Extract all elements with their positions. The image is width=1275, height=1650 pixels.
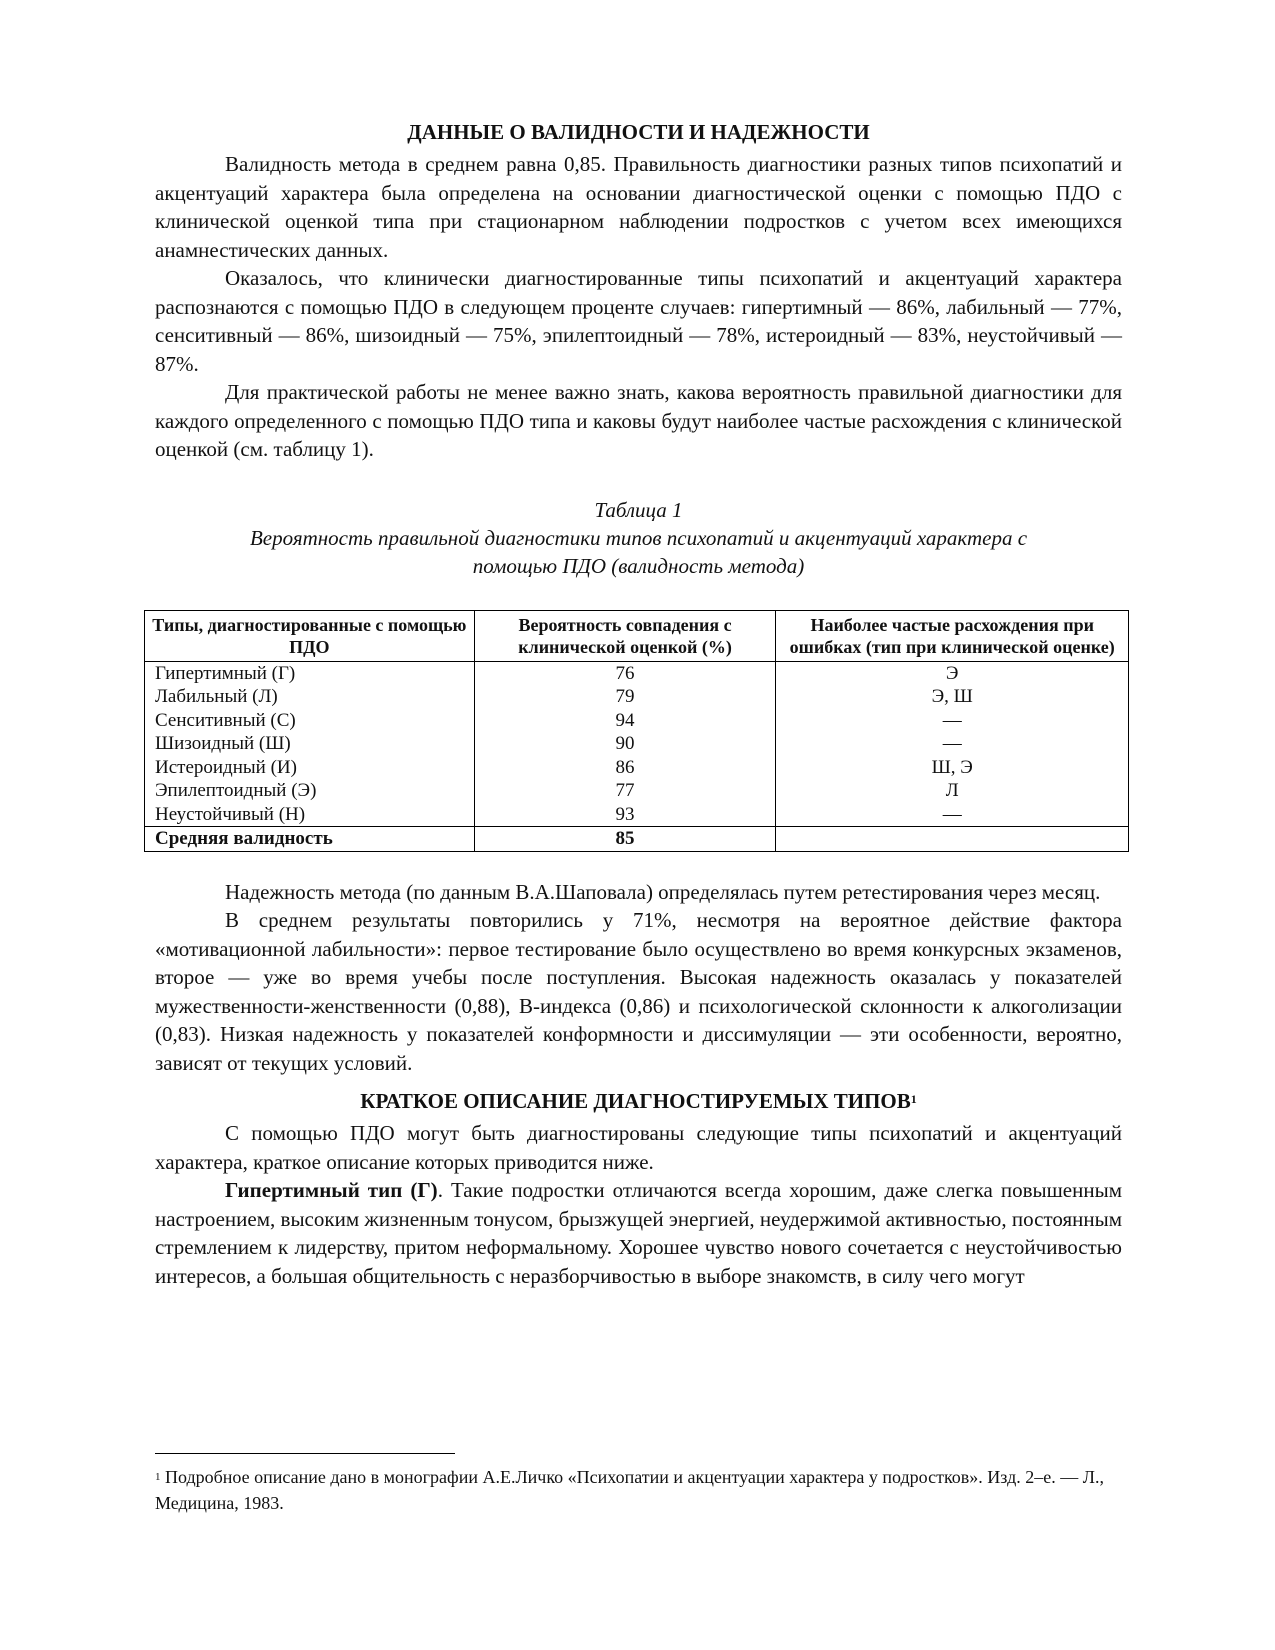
table-row xyxy=(145,661,1129,685)
table-row xyxy=(145,685,1129,709)
footnote-mark: 1 xyxy=(155,1471,161,1483)
cell-type: Сенситивный (С) xyxy=(145,709,475,733)
cell-probability: 94 xyxy=(474,709,776,733)
table-total-row xyxy=(145,827,1129,852)
table-header-row xyxy=(145,610,1129,661)
cell-probability: 77 xyxy=(474,779,776,803)
paragraph-validity-1: Валидность метода в среднем равна 0,85. Правильность диагностики разных типов психопатий и акцентуаций характера была определена на основании диагностической оценки с помощью ПДО с клинической оценкой типа при стационарном наблюдении подростков с учетом всех имеющихся анамнестических данных. xyxy=(155,152,1122,262)
cell-type: Эпилептоидный (Э) xyxy=(145,779,475,803)
cell-discrepancy: — xyxy=(776,732,1129,756)
cell-discrepancy: Э xyxy=(776,661,1129,685)
header-types: Типы, диагностированные с помощью ПДО xyxy=(145,610,475,661)
cell-probability: 79 xyxy=(474,685,776,709)
cell-discrepancy: Э, Ш xyxy=(776,685,1129,709)
section-title-types xyxy=(155,1087,1122,1115)
header-discrepancies: Наиболее частые расхождения при ошибках (тип при клинической оценке) xyxy=(776,610,1129,661)
validity-table xyxy=(144,610,1129,852)
cell-type: Лабильный (Л) xyxy=(145,685,475,709)
table-number: Таблица 1 xyxy=(594,497,683,522)
cell-probability: 76 xyxy=(474,661,776,685)
table-row xyxy=(145,709,1129,733)
section-title-types-text: КРАТКОЕ ОПИСАНИЕ ДИАГНОСТИРУЕМЫХ ТИПОВ xyxy=(360,1089,911,1113)
cell-discrepancy: — xyxy=(776,709,1129,733)
paragraph-hyperthymic xyxy=(155,1176,1122,1290)
section-title-validity: ДАННЫЕ О ВАЛИДНОСТИ И НАДЕЖНОСТИ xyxy=(407,120,870,144)
table-row xyxy=(145,803,1129,827)
cell-probability: 90 xyxy=(474,732,776,756)
footnote-text: Подробное описание дано в монографии А.Е.Личко «Психопатии и акцентуации характера у подростков». Изд. 2–е. — Л., Медицина, 1983. xyxy=(155,1467,1104,1513)
cell-type: Неустойчивый (Н) xyxy=(145,803,475,827)
document-page xyxy=(152,118,1122,1290)
table-caption xyxy=(155,496,1122,580)
total-value: 85 xyxy=(474,827,776,852)
table-row xyxy=(145,779,1129,803)
paragraph-reliability-1: Надежность метода (по данным В.А.Шаповала) определялась путем ретестирования через месяц. xyxy=(225,879,1101,904)
header-probability: Вероятность совпадения с клинической оценкой (%) xyxy=(474,610,776,661)
cell-discrepancy: Л xyxy=(776,779,1129,803)
footnote-separator xyxy=(155,1453,455,1454)
paragraph-validity-2: Оказалось, что клинически диагностированные типы психопатий и акцентуаций характера распознаются с помощью ПДО в следующем проценте случаев: гипертимный — 86%, лабильный — 77%, сенситивный — 86%, шизоидный — 75%, эпилептоидный — 78%, истероидный — 83%, неустойчивый — 87%. xyxy=(155,266,1122,376)
cell-type: Истероидный (И) xyxy=(145,756,475,780)
cell-probability: 86 xyxy=(474,756,776,780)
cell-discrepancy: Ш, Э xyxy=(776,756,1129,780)
cell-discrepancy: — xyxy=(776,803,1129,827)
hyperthymic-description: . Такие подростки отличаются всегда хорошим, даже слегка повышенным настроением, высоким жизненным тонусом, брызжущей энергией, неудержимой активностью, постоянным стремлением к лидерству, притом неформальному. Хорошее чувство нового сочетается с неустойчивостью интересов, а большая общительность с неразборчивостью в выборе знакомств, в силу чего могут xyxy=(155,1178,1122,1288)
table-description: Вероятность правильной диагностики типов психопатий и акцентуаций характера с помощью ПДО (валидность метода) xyxy=(249,525,1028,578)
paragraph-types-intro: С помощью ПДО могут быть диагностированы следующие типы психопатий и акцентуаций характера, краткое описание которых приводится ниже. xyxy=(155,1121,1122,1174)
table-row xyxy=(145,732,1129,756)
total-empty-cell xyxy=(776,827,1129,852)
cell-type: Гипертимный (Г) xyxy=(145,661,475,685)
term-hyperthymic: Гипертимный тип (Г) xyxy=(225,1178,438,1202)
paragraph-reliability-2: В среднем результаты повторились у 71%, несмотря на вероятное действие фактора «мотивационной лабильности»: первое тестирование было осуществлено во время конкурсных экзаменов, второе — уже во время учебы после поступления. Высокая надежность оказалась у показателей мужественности-женственности (0,88), В-индекса (0,86) и психологической склонности к алкоголизации (0,83). Низкая надежность у показателей конформности и диссимуляции — эти особенности, вероятно, зависят от текущих условий. xyxy=(155,908,1122,1075)
cell-type: Шизоидный (Ш) xyxy=(145,732,475,756)
paragraph-validity-3: Для практической работы не менее важно знать, какова вероятность правильной диагностики для каждого определенного с помощью ПДО типа и каковы будут наиболее частые расхождения с клинической оценкой (см. таблицу 1). xyxy=(155,380,1122,461)
footnote-ref: 1 xyxy=(910,1092,917,1106)
table-row xyxy=(145,756,1129,780)
footnote xyxy=(155,1464,1122,1516)
total-label: Средняя валидность xyxy=(145,827,475,852)
cell-probability: 93 xyxy=(474,803,776,827)
